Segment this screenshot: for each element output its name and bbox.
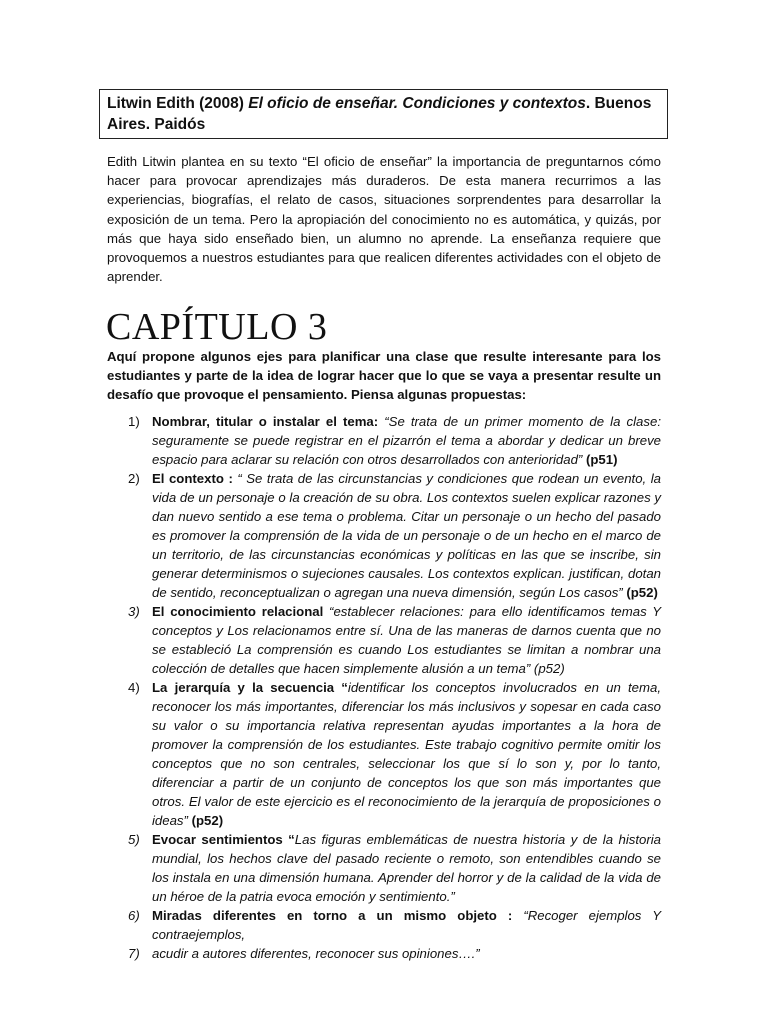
citation-title: El oficio de enseñar. Condiciones y contextos	[248, 95, 586, 112]
list-item	[107, 906, 661, 944]
citation-publisher: . Buenos Aires. Paidós	[107, 95, 652, 133]
list-item-number: 7)	[128, 946, 140, 961]
list-item-heading: Nombrar, titular o instalar el tema:	[152, 414, 379, 429]
list-item-page-ref: (p52)	[622, 585, 658, 600]
list-item-number: 1)	[128, 414, 140, 429]
list-item-quote: “Recoger ejemplos Y contraejemplos,	[152, 908, 662, 942]
list-item-page-ref: (p52)	[187, 813, 224, 828]
list-item	[107, 412, 661, 469]
list-item	[107, 944, 661, 963]
list-item-heading: La jerarquía y la secuencia “	[152, 680, 348, 695]
chapter-title: CAPÍTULO 3	[106, 306, 328, 348]
list-item-quote: acudir a autores diferentes, reconocer sus opiniones….”	[152, 946, 480, 961]
list-item-quote: “Se trata de un primer momento de la clase: seguramente se puede registrar en el pizarrón el tema a abordar y dedicar un breve espacio para aclarar su relación con otros desarrollados con anterioridad”	[152, 414, 661, 467]
list-item-number: 2)	[128, 471, 140, 486]
list-item-heading: Evocar sentimientos “	[152, 832, 295, 847]
list-item-heading: El contexto :	[152, 471, 233, 486]
list-item-quote: “ Se trata de las circunstancias y condiciones que rodean un evento, la vida de un personaje o la creación de su obra. Los contextos suelen explicar razones y dan nuevo sentido a ese tema o problema. Citar un personaje o un hecho del pasado es promover la comprensión de la vida de un personaje o de un hecho en el marco de un territorio, de las circunstancias económicas y políticas en las que se inscribe, sin generar determinismos o sujeciones causales. Los contextos explican. justifican, dotan de sentido, reconceptualizan o agregan una nueva dimensión, según Los casos”	[152, 471, 661, 600]
list-item-quote: identificar los conceptos involucrados en un tema, reconocer los más importantes, diferenciar los más inclusivos y sopesar en cada caso su valor o su importancia relativa representan ayudas importantes a la hora de promover la comprensión de los estudiantes. Este trabajo cognitivo permite omitir los conceptos que no son centrales, seleccionar los que sí lo son y, por lo tanto, diferenciar a partir de un conjunto de conceptos los que son más importantes que otros. El valor de este ejercicio es el reconocimiento de la jerarquía de proposiciones o ideas”	[152, 680, 661, 828]
list-item-quote: “establecer relaciones: para ello identificamos temas Y conceptos y Los relacionamos entre sí. Una de las maneras de darnos cuenta que no se estableció La comprensión es cuando Los estudiantes se limitan a nombrar una colección de detalles que hacen simplemente alusión a un tema” (p52)	[152, 604, 661, 676]
list-item	[107, 830, 661, 906]
list-item-number: 6)	[128, 908, 140, 923]
proposals-list	[107, 412, 661, 963]
list-item-number: 4)	[128, 680, 140, 695]
list-item	[107, 678, 661, 830]
citation-author-year: Litwin Edith (2008)	[107, 95, 249, 112]
chapter-intro: Aquí propone algunos ejes para planificar una clase que resulte interesante para los estudiantes y parte de la idea de lograr hacer que lo que se vaya a presentar resulte un desafío que provoque el pensamiento. Piensa algunas propuestas:	[107, 349, 661, 403]
intro-paragraph: Edith Litwin plantea en su texto “El oficio de enseñar” la importancia de preguntarnos cómo hacer para provocar aprendizajes más duraderos. De esta manera recurrimos a las experiencias, biografías, el relato de casos, situaciones sorprendentes para desarrollar la exposición de un tema. Pero la apropiación del conocimiento no es automática, y quizás, por más que haya sido enseñado bien, un alumno no aprende. La enseñanza requiere que provoquemos a nuestros estudiantes para que realicen diferentes actividades con el objeto de aprender.	[107, 154, 661, 285]
list-item-quote: Las figuras emblemáticas de nuestra historia y de la historia mundial, los hechos clave del pasado reciente o remoto, son entendibles cuando se los instala en una dimensión humana. Aprender del horror y de la calidad de la vida de un héroe de la patria evoca emoción y sentimiento.”	[152, 832, 661, 904]
list-item-number: 3)	[128, 604, 140, 619]
citation-box	[99, 89, 668, 139]
list-item-number: 5)	[128, 832, 140, 847]
list-item-heading: Miradas diferentes en torno a un mismo objeto :	[152, 908, 513, 923]
list-item	[107, 602, 661, 678]
list-item	[107, 469, 661, 602]
list-item-heading: El conocimiento relacional	[152, 604, 324, 619]
list-item-page-ref: (p51)	[582, 452, 618, 467]
